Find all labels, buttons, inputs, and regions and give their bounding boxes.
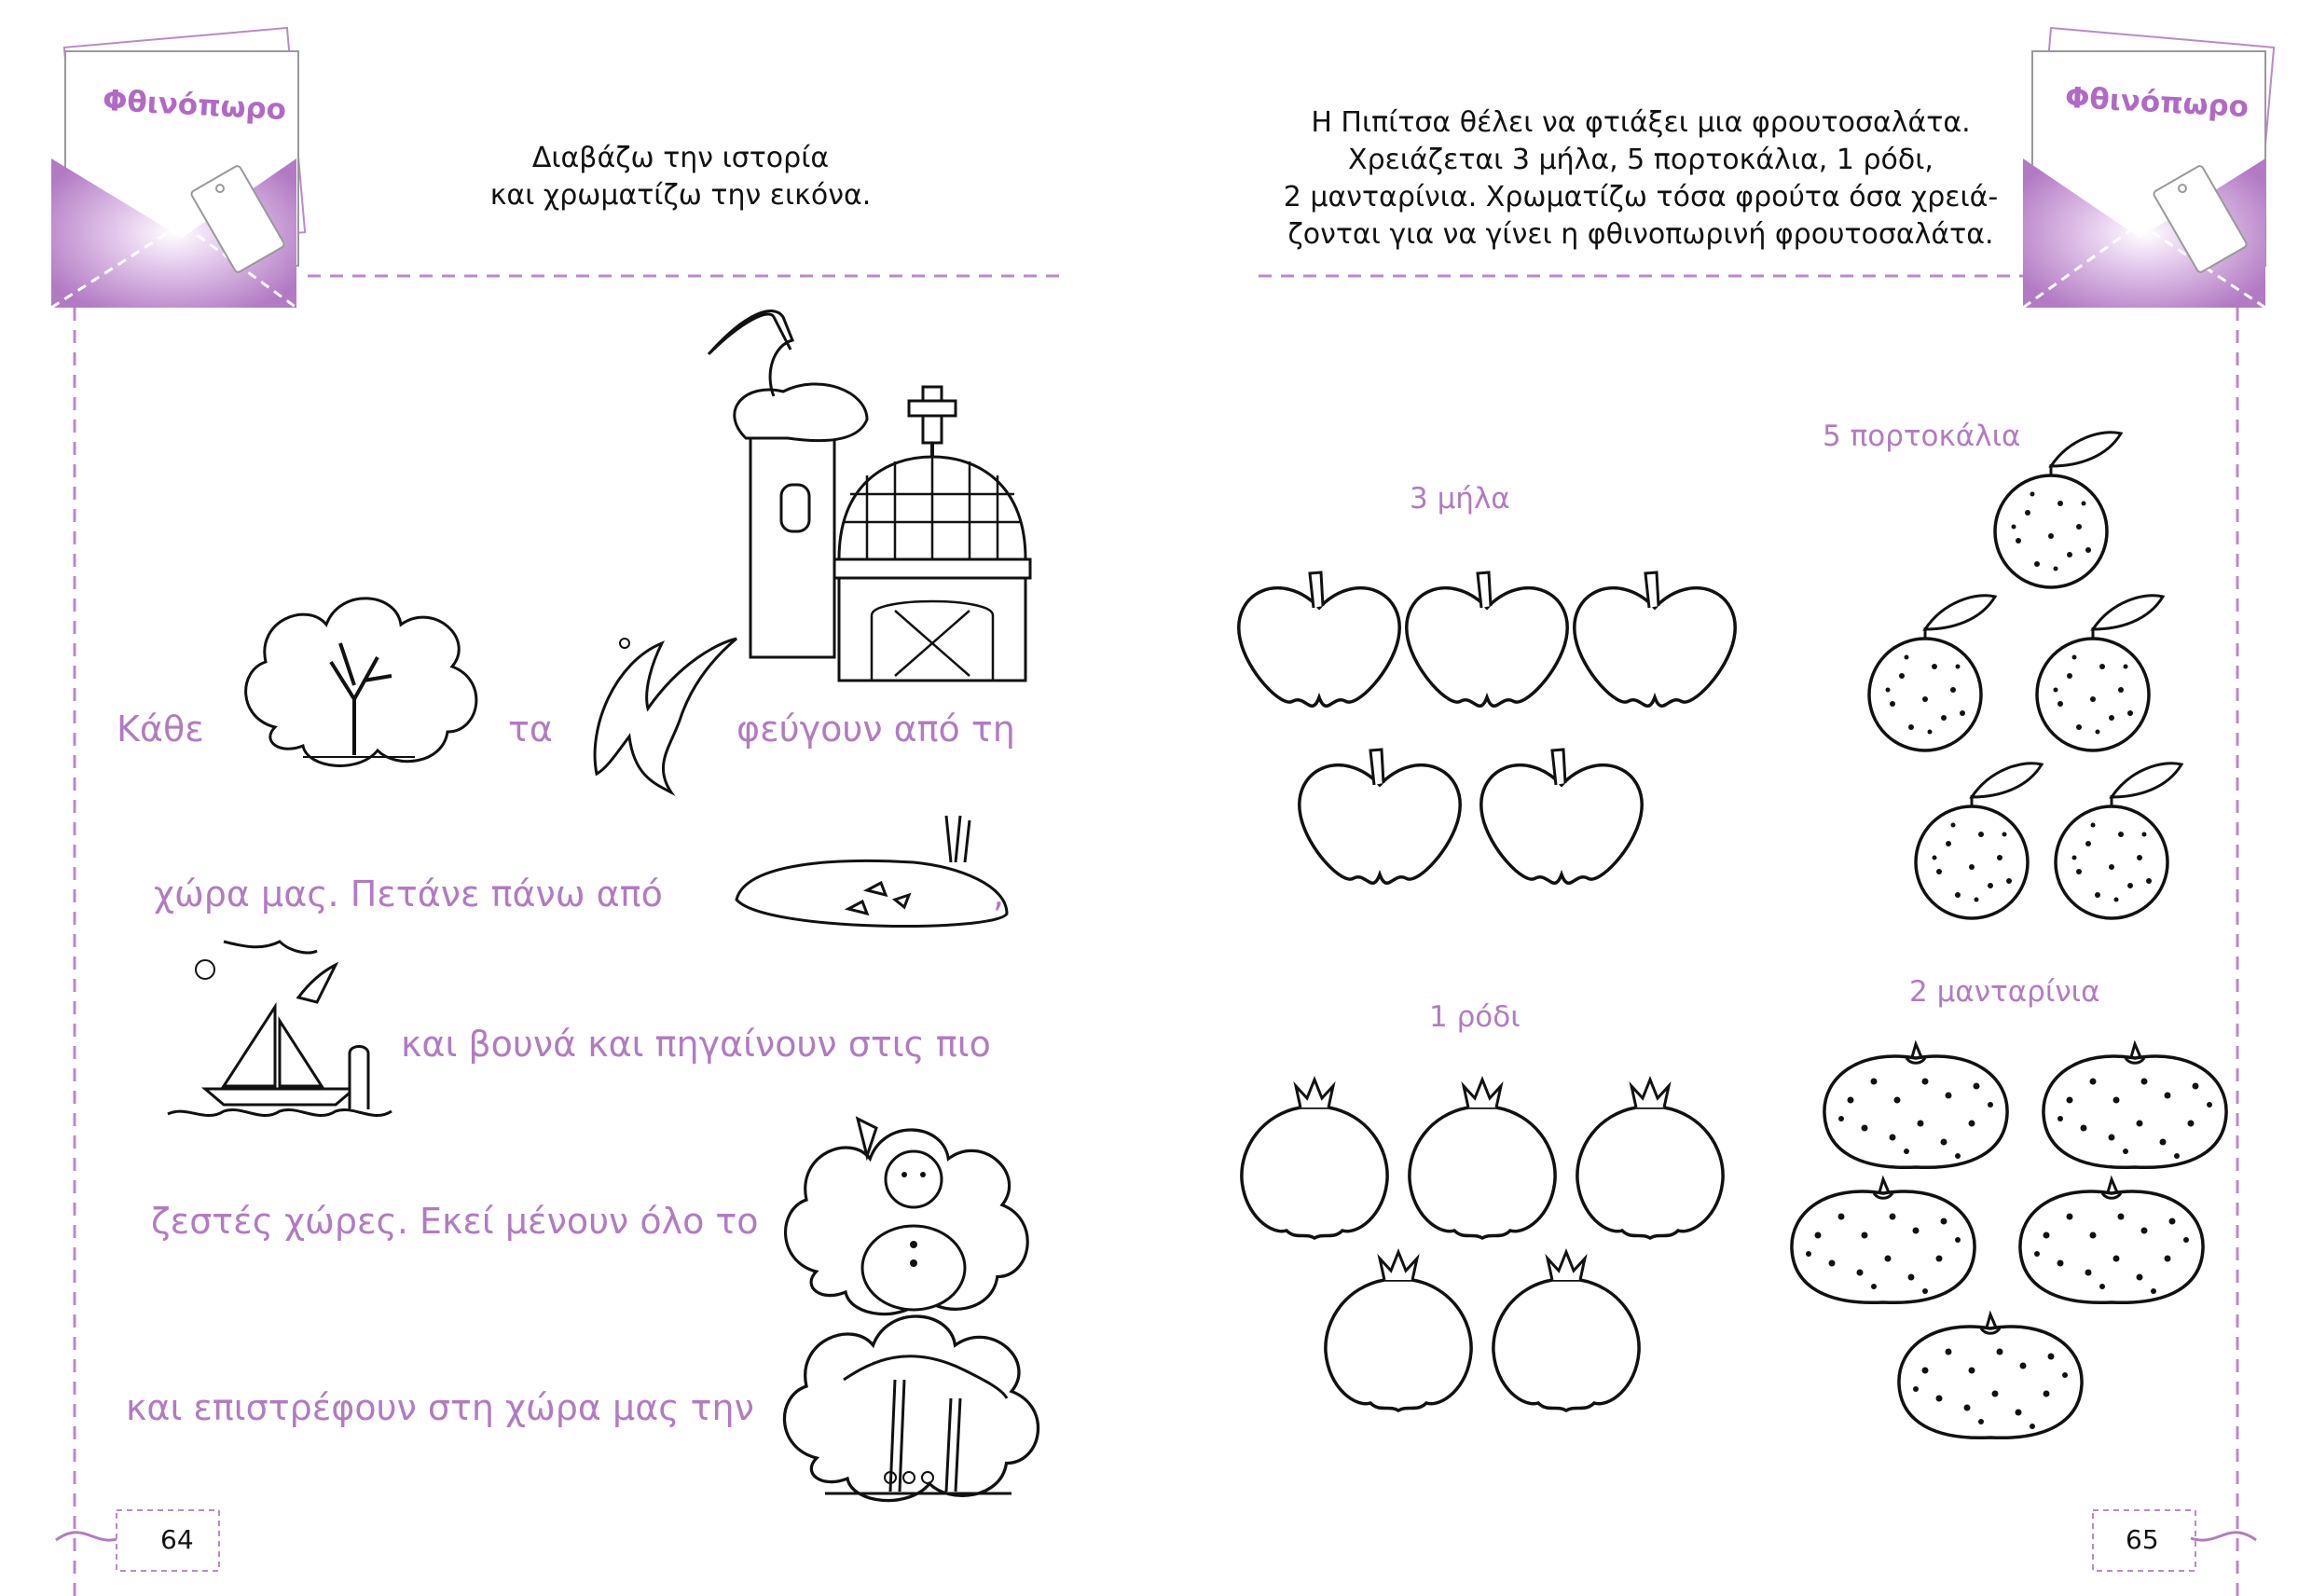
left-envelope-tab bbox=[51, 28, 305, 308]
right-instruction-line-3: 2 μανταρίνια. Χρωματίζω τόσα φρούτα όσα χρειά- bbox=[1283, 181, 1999, 213]
apples-group bbox=[1239, 572, 1735, 883]
left-tab-title: Φθινόπωρο bbox=[102, 83, 287, 128]
story-line2-b: , bbox=[993, 874, 1005, 915]
left-instruction bbox=[447, 140, 914, 214]
pomegranates-group bbox=[1242, 1080, 1723, 1410]
story-line4: ζεστές χώρες. Εκεί μένουν όλο το bbox=[151, 1201, 759, 1242]
pomegranates-label: 1 ρόδι bbox=[1429, 1000, 1521, 1034]
story-line5: και επιστρέφουν στη χώρα μας την bbox=[126, 1387, 754, 1428]
right-instruction-line-1: Η Πιπίτσα θέλει να φτιάξει μια φρουτοσαλάτα. bbox=[1311, 106, 1971, 139]
right-envelope-tab bbox=[2023, 28, 2274, 308]
spring-tree-icon bbox=[784, 1316, 1038, 1501]
left-page-number: 64 bbox=[160, 1524, 194, 1555]
mandarins-group bbox=[1792, 1044, 2226, 1438]
stork-church-icon bbox=[709, 310, 1030, 681]
snowman-winter-icon bbox=[786, 1119, 1028, 1314]
island-icon bbox=[736, 816, 1007, 927]
left-instruction-line-1: Διαβάζω την ιστορία bbox=[531, 142, 830, 174]
autumn-tree-icon bbox=[246, 598, 476, 766]
right-page-number: 65 bbox=[2126, 1524, 2159, 1555]
mandarins-label: 2 μανταρίνια bbox=[1909, 975, 2100, 1009]
oranges-label: 5 πορτοκάλια bbox=[1823, 420, 2021, 453]
story-line3: και βουνά και πηγαίνουν στις πιο bbox=[401, 1024, 991, 1065]
right-page-number-box bbox=[2093, 1510, 2256, 1571]
left-page-number-box bbox=[56, 1510, 219, 1571]
story-line1-b: τα bbox=[508, 709, 553, 750]
swallow-icon bbox=[595, 639, 736, 792]
oranges-group bbox=[1869, 433, 2181, 918]
right-instruction bbox=[1231, 104, 2051, 254]
right-instruction-line-4: ζονται για να γίνει η φθινοπωρινή φρουτοσαλάτα. bbox=[1287, 218, 1994, 251]
right-tab-title: Φθινόπωρο bbox=[2064, 80, 2250, 125]
story-line2-a: χώρα μας. Πετάνε πάνω από bbox=[154, 874, 663, 915]
story-line1-c: φεύγουν από τη bbox=[736, 709, 1015, 750]
right-instruction-line-2: Χρειάζεται 3 μήλα, 5 πορτοκάλια, 1 ρόδι, bbox=[1348, 144, 1934, 176]
left-instruction-line-2: και χρωματίζω την εικόνα. bbox=[489, 179, 872, 212]
apples-label: 3 μήλα bbox=[1410, 482, 1510, 516]
story-line1-a: Κάθε bbox=[117, 709, 204, 750]
sea-sailboat-icon bbox=[168, 942, 392, 1116]
